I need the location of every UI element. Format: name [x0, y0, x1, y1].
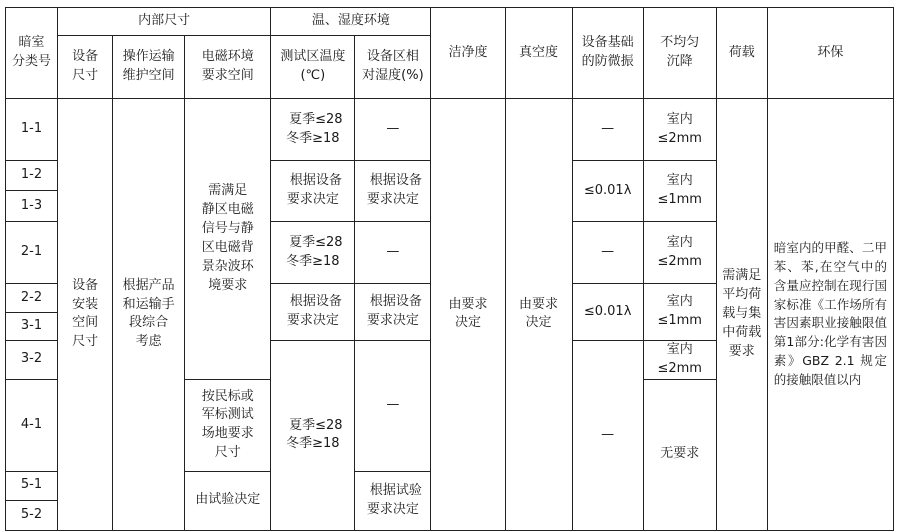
equipment-size-cell [58, 99, 113, 531]
em-quiet-zone-text: 需满足 静区电磁 信号与静 区电磁背 景杂波环 境要求 [201, 183, 254, 293]
settlement-text: 室内≤1mm [657, 173, 702, 207]
header-foundation-vibration [572, 8, 643, 99]
header-row-1 [6, 8, 894, 36]
room-class-cell [6, 284, 58, 313]
vibration-cell [572, 284, 643, 341]
settlement-cell [643, 99, 716, 161]
header-em-environment-space [185, 36, 271, 99]
humidity-by-equipment-text: 根据设备 要求决定 [366, 294, 422, 328]
cleanliness-text: 由要求 决定 [448, 296, 488, 331]
vibration-dash: — [601, 426, 615, 442]
room-class-label: 5-2 [20, 506, 43, 522]
settlement-cell [643, 341, 716, 380]
vacuum-cell [505, 99, 572, 531]
room-class-label: 1-3 [20, 197, 43, 213]
header-uneven-settlement-text: 不均匀 沉降 [660, 35, 700, 69]
em-environment-cell [185, 471, 271, 530]
humidity-cell [355, 161, 431, 222]
settlement-cell [643, 161, 716, 222]
humidity-dash: — [386, 121, 400, 137]
humidity-cell [355, 471, 431, 530]
vibration-cell [572, 99, 643, 161]
room-class-cell [6, 191, 58, 222]
room-class-label: 2-2 [20, 289, 43, 305]
vibration-dash: — [601, 244, 615, 260]
load-cell [716, 99, 767, 531]
header-equipment-size [58, 36, 113, 99]
header-load-text: 荷载 [728, 44, 755, 60]
environmental-protection-text: 暗室内的甲醛、二甲苯、苯,在空气中的含量应控制在现行国家标准《工作场所有害因素职业接触限值 第1部分:化学有害因素》GBZ 2.1 规定的接触限值以内 [773, 240, 887, 387]
room-class-cell [6, 341, 58, 380]
header-temp-humidity-text: 温、湿度环境 [311, 13, 390, 29]
header-cleanliness [431, 8, 505, 99]
humidity-cell [355, 222, 431, 284]
vibration-dash: — [601, 121, 615, 137]
settlement-text: 室内≤1mm [657, 294, 702, 328]
temp-season-text: 夏季≤28 冬季≥18 [286, 234, 343, 269]
header-environmental-protection-text: 环保 [817, 44, 844, 60]
em-by-test-text: 由试验决定 [195, 492, 261, 508]
header-internal-dimensions-text: 内部尺寸 [138, 13, 191, 29]
temp-cell [271, 341, 355, 531]
header-temp-humidity [271, 8, 431, 36]
header-test-area-temp-text: 测试区温度 (℃) [280, 49, 346, 83]
cleanliness-cell [431, 99, 505, 531]
table-row [6, 99, 894, 161]
header-equipment-size-text: 设备 尺寸 [72, 49, 99, 83]
vibration-limit-text: ≤0.01λ [583, 303, 632, 319]
equipment-size-text: 设备 安装 空间 尺寸 [72, 277, 99, 350]
header-internal-dimensions [58, 8, 271, 36]
humidity-cell [355, 99, 431, 161]
header-room-class [6, 8, 58, 99]
environmental-protection-cell [767, 99, 893, 531]
room-class-label: 5-1 [20, 477, 43, 493]
temp-by-equipment-text: 根据设备 要求决定 [286, 173, 342, 207]
header-uneven-settlement [643, 8, 716, 99]
anechoic-chamber-spec-table [5, 7, 894, 531]
em-environment-cell [185, 99, 271, 380]
em-environment-cell [185, 379, 271, 471]
temp-season-text: 夏季≤28 冬季≥18 [286, 417, 343, 452]
header-cleanliness-text: 洁净度 [448, 44, 488, 60]
load-text: 需满足 平均荷 载与集 中荷载 要求 [722, 268, 762, 359]
no-requirement-text: 无要求 [660, 446, 700, 462]
vibration-limit-text: ≤0.01λ [583, 182, 632, 198]
room-class-cell [6, 500, 58, 530]
room-class-label: 2-1 [20, 244, 43, 260]
temp-cell [271, 222, 355, 284]
header-test-area-temp [271, 36, 355, 99]
room-class-label: 3-1 [20, 318, 43, 334]
vibration-cell [572, 161, 643, 222]
room-class-cell [6, 313, 58, 341]
temp-by-equipment-text: 根据设备 要求决定 [286, 294, 342, 328]
humidity-dash: — [386, 244, 400, 260]
header-operation-space-text: 操作运输 维护空间 [122, 49, 175, 83]
header-room-class-text: 暗室 分类号 [12, 35, 52, 69]
room-class-label: 3-2 [20, 351, 43, 367]
header-foundation-vibration-text: 设备基础 的防微振 [581, 35, 634, 69]
temp-cell [271, 284, 355, 341]
humidity-dash: — [386, 397, 400, 413]
humidity-cell [355, 284, 431, 341]
vacuum-text: 由要求 决定 [519, 296, 559, 331]
temp-cell [271, 99, 355, 161]
em-military-std-text: 按民标或 军标测试 场地要求 尺寸 [201, 388, 254, 461]
room-class-cell [6, 379, 58, 471]
header-load [716, 8, 767, 99]
settlement-cell [643, 379, 716, 530]
room-class-label: 1-1 [20, 121, 43, 137]
vibration-cell [572, 341, 643, 531]
header-equipment-area-humidity [355, 36, 431, 99]
humidity-cell [355, 341, 431, 472]
room-class-cell [6, 222, 58, 284]
settlement-text: 室内≤2mm [657, 342, 702, 376]
operation-space-cell [113, 99, 185, 531]
temp-cell [271, 161, 355, 222]
operation-space-text: 根据产品 和运输手 段综合 考虑 [122, 277, 175, 350]
temp-season-text: 夏季≤28 冬季≥18 [286, 111, 343, 146]
room-class-cell [6, 99, 58, 161]
room-class-label: 1-2 [20, 167, 43, 183]
room-class-cell [6, 471, 58, 500]
settlement-cell [643, 222, 716, 284]
settlement-text: 室内≤2mm [657, 234, 702, 269]
settlement-cell [643, 284, 716, 341]
room-class-label: 4-1 [20, 416, 43, 432]
header-em-environment-space-text: 电磁环境 要求空间 [201, 49, 254, 83]
humidity-by-test-text: 根据试验 要求决定 [366, 482, 422, 517]
header-operation-space [113, 36, 185, 99]
room-class-cell [6, 161, 58, 191]
humidity-by-equipment-text: 根据设备 要求决定 [366, 173, 422, 207]
vibration-cell [572, 222, 643, 284]
header-vacuum [505, 8, 572, 99]
header-equipment-area-humidity-text: 设备区相 对湿度(%) [362, 49, 424, 83]
settlement-text: 室内≤2mm [657, 111, 702, 146]
header-environmental-protection [767, 8, 893, 99]
header-vacuum-text: 真空度 [519, 44, 559, 60]
